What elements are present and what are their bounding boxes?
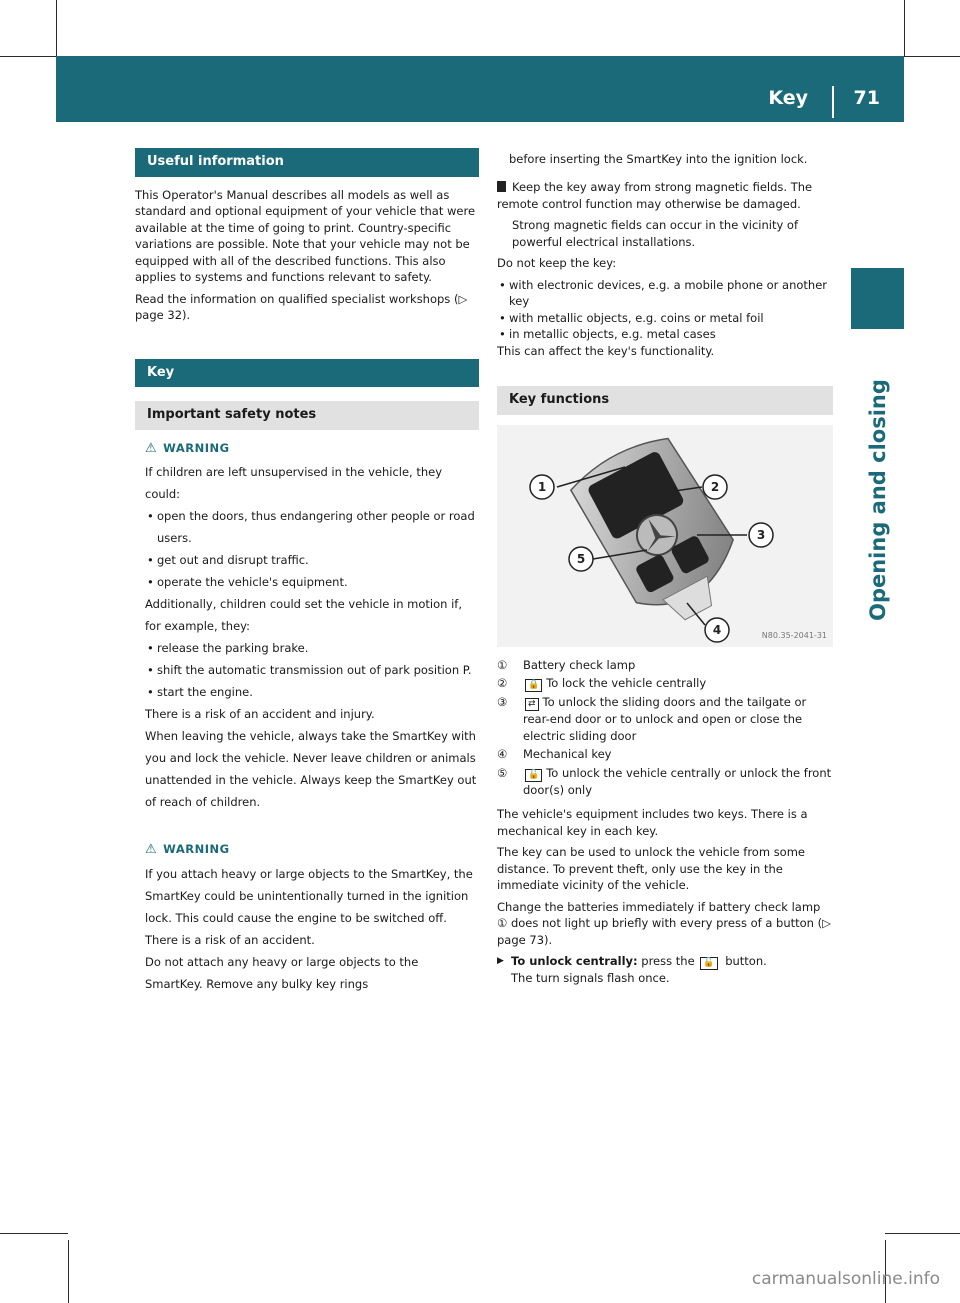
list-item: • open the doors, thus endangering other people or road users.	[145, 505, 479, 549]
paragraph: This can affect the key's functionality.	[497, 343, 715, 358]
instruction-step: ▶ To unlock centrally: press the 🔓 button. The turn signals flash once.	[497, 954, 767, 985]
warning-box	[135, 461, 479, 813]
list-item: • with metallic objects, e.g. coins or metal foil	[497, 310, 833, 327]
crop-mark	[68, 1240, 69, 1303]
paragraph: Change the batteries immediately if battery check lamp ① does not light up briefly with every press of a button (▷ page 73).	[497, 899, 831, 947]
legend-item: ④ Mechanical key	[497, 747, 612, 761]
instruction-bold: To unlock centrally:	[511, 954, 638, 968]
note-icon	[497, 181, 506, 192]
paragraph: The key can be used to unlock the vehicle from some distance. To prevent theft, only use the key in the immediate vicinity of the vehicle.	[497, 845, 805, 892]
paragraph: The vehicle's equipment includes two keys. There is a mechanical key in each key.	[497, 807, 808, 838]
warning-heading	[145, 440, 479, 458]
crop-mark	[885, 1233, 960, 1234]
crop-mark	[0, 56, 56, 57]
lock-open-icon: 🔓	[700, 957, 717, 970]
section-heading: Useful information	[135, 148, 479, 177]
key-figure	[497, 425, 833, 647]
list-item: • operate the vehicle's equipment.	[145, 571, 479, 593]
smartkey	[566, 425, 756, 639]
callout-2: 2	[710, 479, 720, 494]
crop-mark	[904, 0, 905, 56]
page-header	[56, 56, 904, 122]
paragraph: There is a risk of an accident.	[145, 932, 315, 947]
callout-3: 3	[756, 527, 766, 542]
callout-1: 1	[537, 479, 547, 494]
list-item: • with electronic devices, e.g. a mobile phone or another key	[497, 277, 833, 310]
header-divider	[832, 86, 834, 118]
figure-code: N80.35-2041-31	[761, 630, 827, 640]
legend-item: ① Battery check lamp	[497, 657, 636, 672]
paragraph: Do not attach any heavy or large objects to the SmartKey. Remove any bulky key rings	[145, 954, 419, 991]
paragraph: When leaving the vehicle, always take the SmartKey with you and lock the vehicle. Never leave children or animals unattended in the vehicle. Always keep the SmartKey out of reach of children.	[145, 729, 477, 809]
paragraph: If you attach heavy or large objects to the SmartKey, the SmartKey could be unintentionally turned in the ignition lock. This could cause the engine to be switched off.	[145, 866, 473, 925]
note-paragraph: Keep the key away from strong magnetic fields. The remote control function may otherwise be damaged.	[497, 180, 813, 211]
callout-4: 4	[712, 622, 722, 637]
left-column	[135, 148, 479, 995]
crop-mark	[0, 1233, 68, 1234]
paragraph: If children are left unsupervised in the vehicle, they could:	[145, 465, 443, 501]
list-item: • start the engine.	[145, 681, 479, 703]
smartkey-illustration	[497, 425, 833, 647]
warning-triangle-icon: ⚠	[145, 440, 158, 456]
legend-item: ③ ⇄ To unlock the sliding doors and the tailgate or rear-end door or to unlock and open or close the electric sliding door	[497, 695, 807, 743]
list-item: • shift the automatic transmission out of park position P.	[145, 659, 479, 681]
page-number: 71	[853, 87, 880, 109]
legend-item: ② 🔒 To lock the vehicle centrally	[497, 676, 707, 690]
page-title: Key	[768, 87, 808, 109]
instruction-result: The turn signals flash once.	[511, 971, 670, 985]
warning-box	[135, 863, 479, 995]
warning-triangle-icon: ⚠	[145, 842, 158, 857]
paragraph: Additionally, children could set the vehicle in motion if, for example, they:	[145, 597, 462, 633]
callout-5: 5	[576, 551, 586, 566]
chapter-heading: Key	[135, 359, 479, 388]
warning-label: WARNING	[163, 842, 230, 856]
right-column	[497, 148, 833, 987]
subsection-heading: Important safety notes	[135, 401, 479, 430]
paragraph: Read the information on qualified specialist workshops (▷ page 32).	[135, 291, 468, 322]
lock-open-icon: 🔓	[525, 769, 542, 782]
warning-heading	[145, 841, 479, 859]
list-item: • release the parking brake.	[145, 637, 479, 659]
step-arrow-icon: ▶	[497, 956, 504, 966]
chapter-tab	[851, 268, 904, 329]
chapter-label: Opening and closing	[866, 379, 890, 621]
paragraph: There is a risk of an accident and injury.	[145, 707, 375, 721]
legend-item: ⑤ 🔓 To unlock the vehicle centrally or unlock the front door(s) only	[497, 765, 832, 797]
warning-label: WARNING	[163, 440, 230, 455]
watermark: carmanualsonline.info	[751, 1269, 940, 1289]
paragraph: before inserting the SmartKey into the ignition lock.	[509, 152, 808, 166]
crop-mark	[56, 0, 57, 56]
paragraph: Do not keep the key:	[497, 256, 617, 270]
list-item: • in metallic objects, e.g. metal cases	[497, 326, 833, 343]
figure-legend	[497, 657, 833, 799]
paragraph: Strong magnetic fields can occur in the vicinity of powerful electrical installations.	[512, 218, 799, 249]
list-item: • get out and disrupt traffic.	[145, 549, 479, 571]
sliding-door-icon: ⇄	[525, 698, 539, 711]
paragraph: This Operator's Manual describes all models as well as standard and optional equipment of your vehicle that were available at the time of going to print. Country-specific variations are possible. Note that your vehicle may not be equipped with all of the described functions. This also applies to systems and functions relevant to safety.	[135, 187, 476, 284]
crop-mark	[904, 56, 960, 57]
subsection-heading: Key functions	[497, 386, 833, 415]
lock-closed-icon: 🔒	[525, 679, 542, 692]
